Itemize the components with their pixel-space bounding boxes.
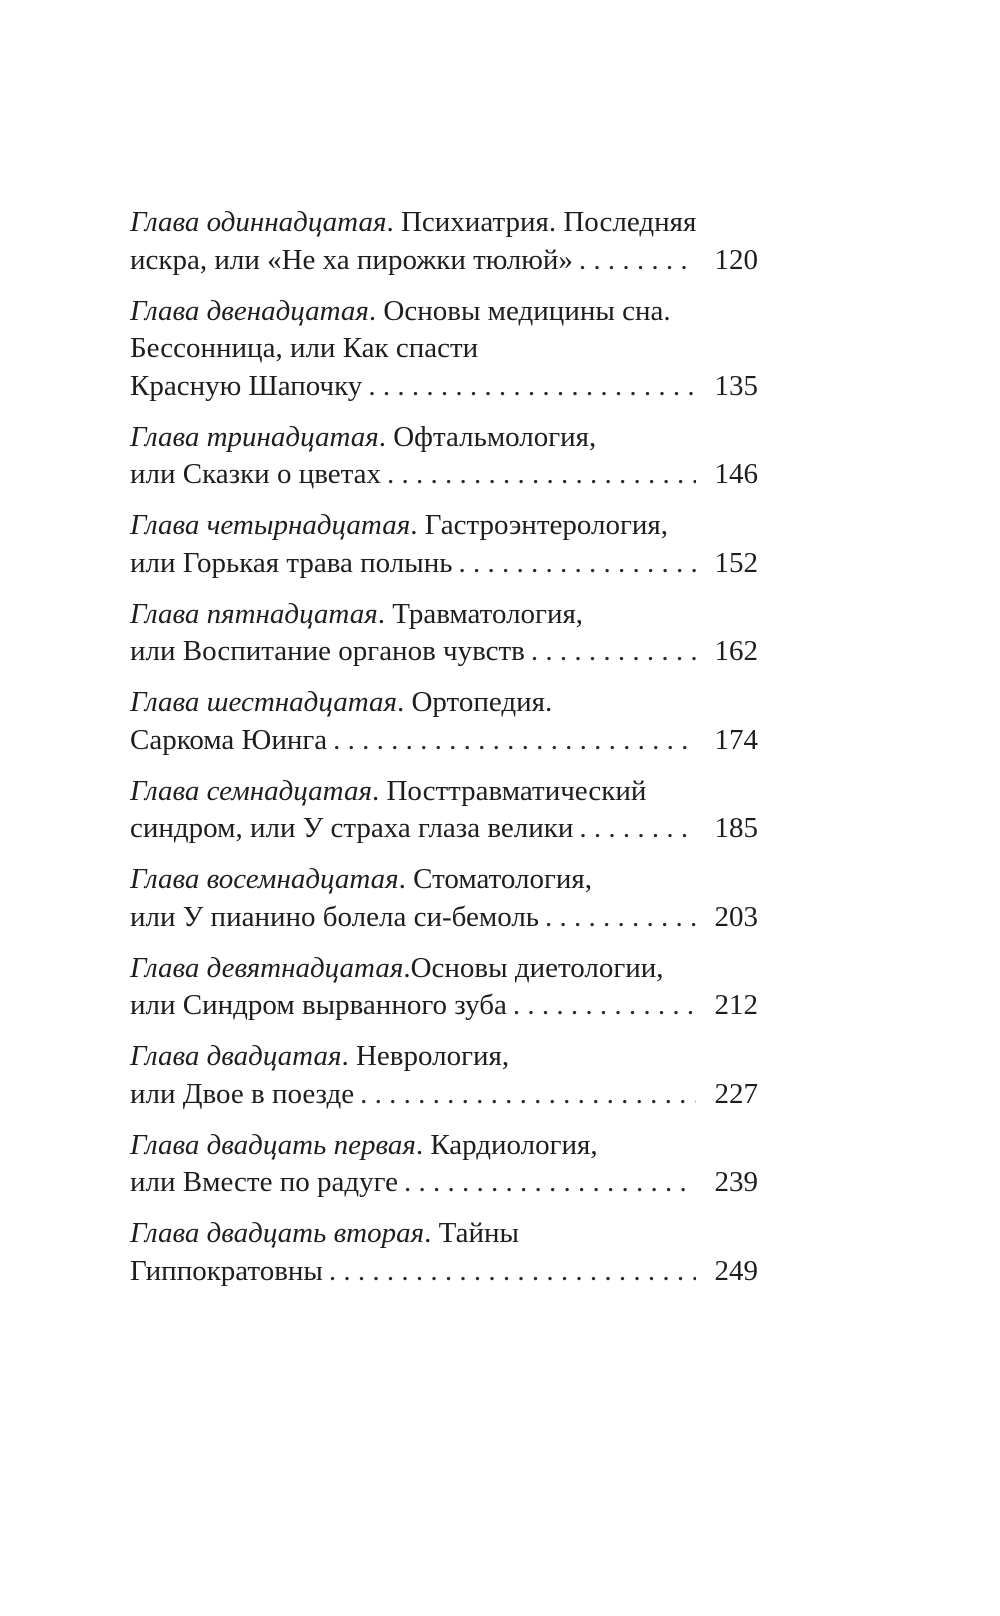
chapter-title: . Офтальмология,	[378, 420, 597, 453]
toc-entry-heading	[130, 204, 758, 242]
chapter-label: Глава двенадцатая	[130, 294, 369, 327]
page-number: 227	[714, 1077, 758, 1110]
toc-entry-last-line	[130, 987, 758, 1025]
chapter-title: . Кардиология,	[415, 1128, 598, 1161]
page-number: 185	[714, 812, 758, 844]
dot-leader	[579, 810, 696, 848]
chapter-title: . Стоматология,	[398, 863, 592, 895]
dot-leader	[329, 1253, 696, 1291]
toc-entry-last-line	[130, 545, 758, 583]
chapter-title-end: Саркома Юинга	[130, 723, 328, 756]
chapter-label: Глава пятнадцатая	[130, 597, 378, 630]
toc-entry-18	[130, 861, 758, 936]
chapter-label: Глава тринадцатая	[130, 420, 379, 453]
chapter-title: . Психиатрия. Последняя	[386, 206, 697, 238]
toc-entry-last-line	[130, 1076, 758, 1114]
page-number: 239	[714, 1166, 758, 1198]
chapter-title-end: искра, или «Не ха пирожки тюлюй»	[130, 243, 573, 276]
page-number: 152	[714, 546, 758, 579]
toc-entry-heading	[130, 596, 758, 634]
chapter-title: . Посттравматический	[371, 774, 647, 807]
page-number: 162	[714, 635, 758, 667]
chapter-label: Глава девятнадцатая	[130, 951, 404, 984]
chapter-label: Глава одиннадцатая	[130, 206, 387, 238]
toc-entry-15	[130, 596, 758, 671]
toc-entry-13	[130, 419, 758, 494]
chapter-title: . Гастроэнтерология,	[410, 509, 668, 541]
chapter-title: . Неврология,	[341, 1040, 510, 1072]
page-number: 120	[714, 243, 758, 276]
toc-entry-heading	[130, 1127, 758, 1165]
dot-leader	[333, 722, 696, 760]
chapter-title: . Травматология,	[377, 597, 584, 630]
toc-entry-19	[130, 950, 758, 1025]
chapter-title: . Ортопедия.	[396, 686, 553, 718]
dot-leader	[387, 456, 696, 494]
chapter-title-end: или Горькая трава полынь	[130, 546, 453, 579]
page-number: 203	[714, 900, 758, 933]
toc-entry-17	[130, 773, 758, 848]
dot-leader	[404, 1164, 696, 1202]
dot-leader	[545, 899, 696, 937]
dot-leader	[360, 1076, 696, 1114]
toc-entry-heading	[130, 950, 758, 988]
table-of-contents	[130, 204, 758, 1304]
toc-entry-heading	[130, 507, 758, 545]
chapter-title-end: или Вместе по радуге	[130, 1166, 398, 1198]
toc-entry-12	[130, 293, 758, 406]
toc-entry-last-line	[130, 368, 758, 406]
toc-entry-last-line	[130, 810, 758, 848]
dot-leader	[579, 242, 696, 280]
toc-entry-heading	[130, 773, 758, 811]
chapter-title: . Тайны	[424, 1217, 519, 1249]
chapter-title: .Основы диетологии,	[403, 951, 664, 984]
toc-entry-last-line	[130, 456, 758, 494]
chapter-title-end: или Синдром вырванного зуба	[130, 989, 507, 1021]
toc-entry-21	[130, 1127, 758, 1202]
toc-entry-last-line	[130, 722, 758, 760]
toc-entry-11	[130, 204, 758, 279]
chapter-title-end: Красную Шапочку	[130, 369, 363, 402]
chapter-label: Глава семнадцатая	[130, 774, 372, 807]
page-number: 174	[714, 723, 758, 756]
dot-leader	[368, 368, 696, 406]
toc-entry-16	[130, 684, 758, 759]
chapter-title-end: синдром, или У страха глаза велики	[130, 812, 574, 844]
toc-entry-last-line	[130, 899, 758, 937]
chapter-title-middle: Бессонница, или Как спасти	[130, 332, 479, 364]
chapter-label: Глава двадцать вторая	[130, 1217, 425, 1249]
toc-entry-heading	[130, 684, 758, 722]
toc-entry-20	[130, 1038, 758, 1113]
chapter-title-end: или Двое в поезде	[130, 1077, 355, 1110]
toc-entry-heading	[130, 1038, 758, 1076]
chapter-label: Глава шестнадцатая	[130, 686, 397, 718]
chapter-title-end: или У пианино болела си-бемоль	[130, 900, 540, 933]
dot-leader	[513, 987, 696, 1025]
toc-entry-heading	[130, 1215, 758, 1253]
chapter-label: Глава четырнадцатая	[130, 509, 411, 541]
page-number: 212	[714, 989, 758, 1021]
chapter-title-end: или Воспитание органов чувств	[130, 635, 525, 667]
toc-entry-heading	[130, 419, 758, 457]
toc-entry-heading	[130, 861, 758, 899]
toc-entry-last-line	[130, 1253, 758, 1291]
toc-entry-22	[130, 1215, 758, 1290]
toc-entry-heading	[130, 293, 758, 331]
chapter-title-end: или Сказки о цветах	[130, 458, 382, 490]
chapter-label: Глава двадцать первая	[130, 1128, 416, 1161]
toc-entry-14	[130, 507, 758, 582]
dot-leader	[531, 633, 696, 671]
chapter-title: . Основы медицины сна.	[368, 294, 671, 327]
toc-entry-last-line	[130, 1164, 758, 1202]
chapter-title-end: Гиппократовны	[130, 1254, 323, 1287]
chapter-label: Глава двадцатая	[130, 1040, 342, 1072]
dot-leader	[458, 545, 696, 583]
page-number: 146	[714, 458, 758, 490]
toc-entry-last-line	[130, 633, 758, 671]
toc-entry-last-line	[130, 242, 758, 280]
page-number: 249	[714, 1254, 758, 1287]
chapter-label: Глава восемнадцатая	[130, 863, 399, 895]
page-number: 135	[714, 369, 758, 402]
